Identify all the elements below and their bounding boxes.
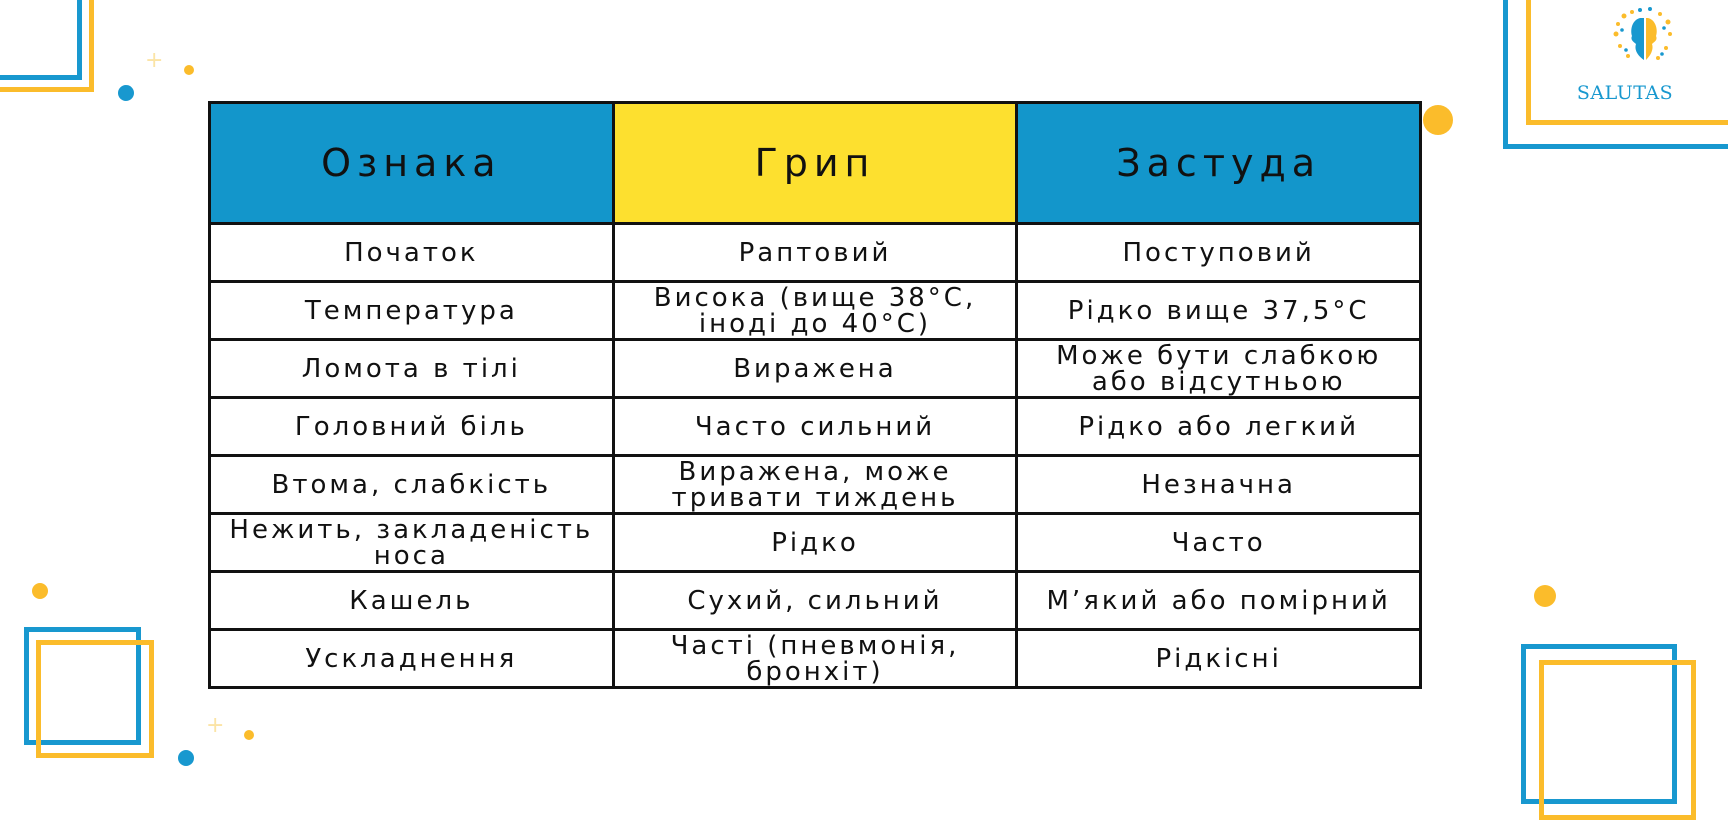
table-row (210, 456, 1421, 514)
decor-dot (244, 730, 254, 740)
logo-text: SALUTAS (1576, 82, 1674, 104)
table-row (210, 398, 1421, 456)
cell-sign: Ускладнення (210, 630, 614, 688)
decor-plus: + (206, 713, 225, 738)
table-row (210, 282, 1421, 340)
cell-flu: Часто сильний (613, 398, 1017, 456)
two-faces-icon (1560, 0, 1728, 80)
table-row (210, 572, 1421, 630)
cell-sign: Нежить, закладеність носа (210, 514, 614, 572)
cell-cold: М’який або помірний (1017, 572, 1421, 630)
cell-cold: Рідко або легкий (1017, 398, 1421, 456)
cell-sign: Ломота в тілі (210, 340, 614, 398)
decor-dot (178, 750, 194, 766)
cell-flu: Висока (вище 38°С, іноді до 40°С) (613, 282, 1017, 340)
cell-sign: Температура (210, 282, 614, 340)
cell-sign: Головний біль (210, 398, 614, 456)
decor-dot (32, 583, 48, 599)
cell-flu: Виражена, може тривати тиждень (613, 456, 1017, 514)
table-row (210, 630, 1421, 688)
header-sign: Ознака (210, 103, 614, 224)
corner-square-yellow-bottom-left (36, 640, 154, 758)
cell-cold: Часто (1017, 514, 1421, 572)
comparison-table (208, 101, 1422, 689)
cell-flu: Рідко (613, 514, 1017, 572)
decor-dot (1423, 105, 1453, 135)
cell-flu: Виражена (613, 340, 1017, 398)
cell-cold: Поступовий (1017, 224, 1421, 282)
cell-sign: Втома, слабкість (210, 456, 614, 514)
cell-cold: Може бути слабкою або відсутньою (1017, 340, 1421, 398)
corner-square-yellow-top-left (0, 0, 94, 92)
cell-flu: Сухий, сильний (613, 572, 1017, 630)
cell-flu: Часті (пневмонія, бронхіт) (613, 630, 1017, 688)
cell-sign: Початок (210, 224, 614, 282)
table-row (210, 340, 1421, 398)
cell-cold: Рідкісні (1017, 630, 1421, 688)
cell-flu: Раптовий (613, 224, 1017, 282)
table-row (210, 514, 1421, 572)
decor-dot (184, 65, 194, 75)
cell-cold: Незначна (1017, 456, 1421, 514)
decor-dot (118, 85, 134, 101)
decor-dot (1534, 585, 1556, 607)
table-row (210, 224, 1421, 282)
cell-cold: Рідко вище 37,5°С (1017, 282, 1421, 340)
table-header-row (210, 103, 1421, 224)
decor-plus: + (145, 48, 164, 73)
cell-sign: Кашель (210, 572, 614, 630)
corner-square-yellow-bottom-right (1539, 660, 1696, 820)
header-flu: Грип (613, 103, 1017, 224)
header-cold: Застуда (1017, 103, 1421, 224)
